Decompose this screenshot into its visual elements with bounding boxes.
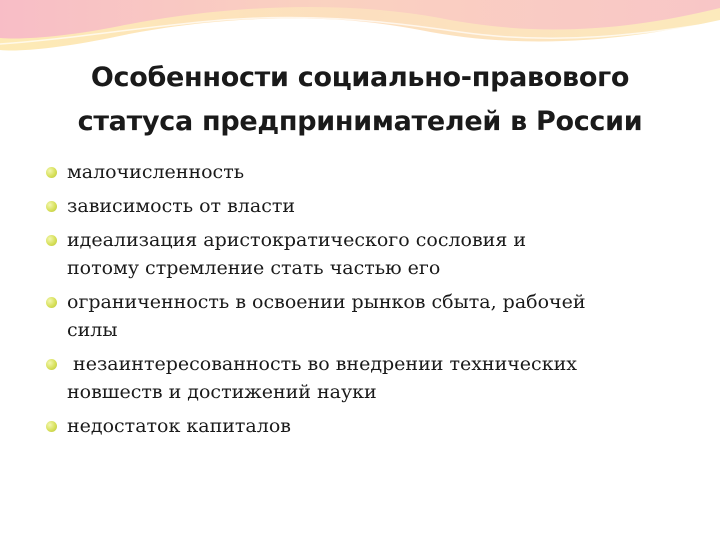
bullet-list xyxy=(46,158,696,446)
bullet-text-line-2: силы xyxy=(67,319,118,341)
bullet-item xyxy=(46,192,696,220)
title-line-2: статуса предпринимателей в России xyxy=(77,106,643,137)
bullet-text-line-1: идеализация аристократического сословия и xyxy=(67,229,527,251)
slide-title xyxy=(20,56,700,144)
bullet-text-line-1: ограниченность в освоении рынков сбыта, рабочей xyxy=(67,291,586,313)
bullet-dot-icon xyxy=(46,167,57,178)
title-line-1: Особенности социально-правового xyxy=(90,62,630,93)
bullet-dot-icon xyxy=(46,235,57,246)
bullet-text: зависимость от власти xyxy=(67,195,296,217)
bullet-text-line-2: потому стремление стать частью его xyxy=(67,257,441,279)
bullet-item xyxy=(46,158,696,186)
bullet-text-line-1: незаинтересованность во внедрении технических xyxy=(67,353,577,375)
header-wave-decoration xyxy=(0,0,720,60)
bullet-text: недостаток капиталов xyxy=(67,415,291,437)
bullet-dot-icon xyxy=(46,421,57,432)
bullet-text-line-2: новшеств и достижений науки xyxy=(67,381,377,403)
bullet-dot-icon xyxy=(46,359,57,370)
bullet-item xyxy=(46,350,696,406)
bullet-item xyxy=(46,412,696,440)
bullet-dot-icon xyxy=(46,297,57,308)
bullet-text: малочисленность xyxy=(67,161,245,183)
bullet-dot-icon xyxy=(46,201,57,212)
bullet-item xyxy=(46,288,696,344)
bullet-item xyxy=(46,226,696,282)
